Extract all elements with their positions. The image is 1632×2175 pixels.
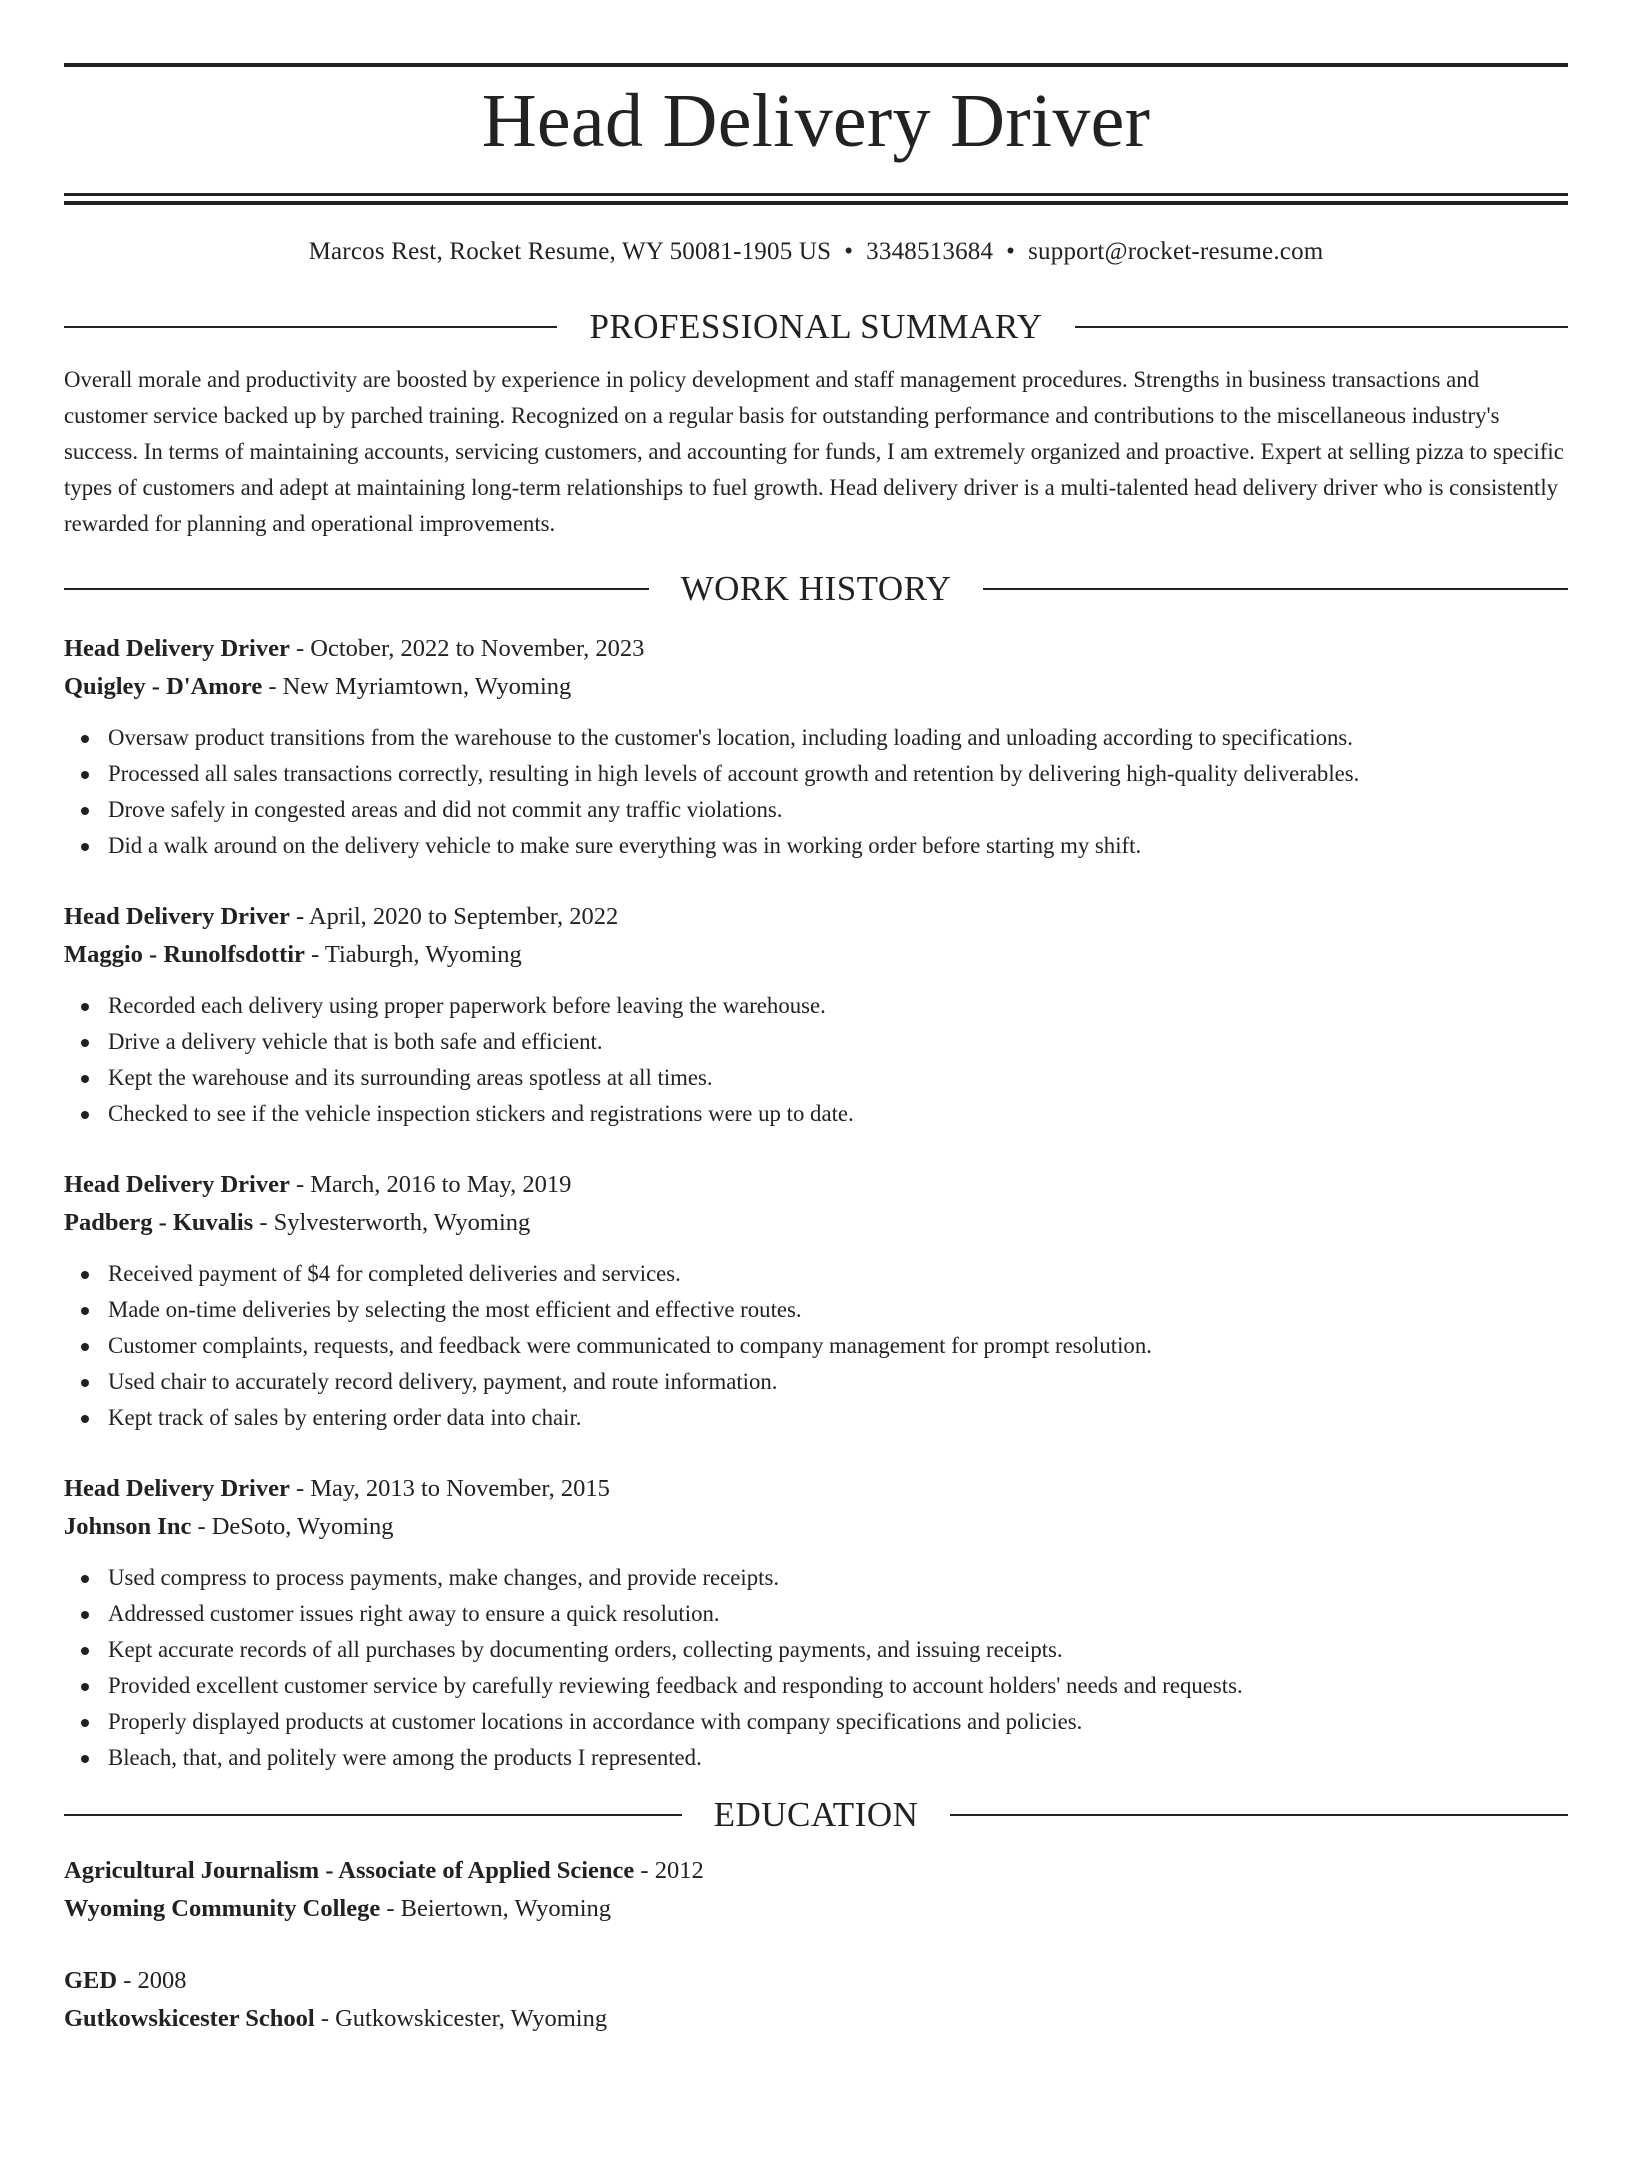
job-location: - DeSoto, Wyoming — [191, 1513, 394, 1540]
summary-text: Overall morale and productivity are boosted by experience in policy development and staff management procedures. Strengths in business transactions and customer service backed up by parched training. Recognized on a regular basis for outstanding performance and contributions to the miscellaneous industry's success. In terms of maintaining accounts, servicing customers, and accounting for funds, I am extremely organized and proactive. Expert at selling pizza to specific types of customers and adept at maintaining long-term relationships to fuel growth. Head delivery driver is a multi-talented head delivery driver who is consistently rewarded for planning and operational improvements. — [64, 367, 1564, 536]
double-rule — [64, 193, 1568, 205]
job-bullets — [64, 1256, 1568, 1436]
resume-name: Head Delivery Driver — [481, 79, 1151, 163]
job-location: - Sylvesterworth, Wyoming — [253, 1209, 531, 1236]
education-degree-line — [64, 1962, 1568, 2000]
job-title-line — [64, 1166, 1568, 1204]
education-degree: GED — [64, 1967, 118, 1994]
section-rule — [983, 588, 1568, 590]
job-title-line — [64, 630, 1568, 668]
contact-email[interactable]: support@rocket-resume.com — [1028, 238, 1324, 265]
job-bullet: Kept accurate records of all purchases by documenting orders, collecting payments, and issuing receipts. — [64, 1632, 1568, 1668]
job-title-line — [64, 898, 1568, 936]
job-bullet: Provided excellent customer service by carefully reviewing feedback and responding to account holders' needs and requests. — [64, 1668, 1568, 1704]
job-company: Padberg - Kuvalis — [64, 1209, 254, 1236]
education-list — [64, 1852, 1568, 2038]
job-bullet: Recorded each delivery using proper paperwork before leaving the warehouse. — [64, 988, 1568, 1024]
job-company-line — [64, 1204, 1568, 1242]
section-rule — [64, 588, 649, 590]
work-history-list — [64, 630, 1568, 1776]
contact-phone: 3348513684 — [866, 238, 994, 265]
top-rule — [64, 63, 1568, 67]
education-location: - Beiertown, Wyoming — [380, 1895, 612, 1922]
job-bullet: Drove safely in congested areas and did not commit any traffic violations. — [64, 792, 1568, 828]
job-bullet: Used compress to process payments, make changes, and provide receipts. — [64, 1560, 1568, 1596]
job-bullets — [64, 1560, 1568, 1776]
section-rule — [1075, 326, 1568, 328]
job-location: - Tiaburgh, Wyoming — [304, 941, 522, 968]
section-title: PROFESSIONAL SUMMARY — [589, 307, 1043, 346]
section-title: EDUCATION — [713, 1795, 919, 1834]
education-entry — [64, 1852, 1568, 1928]
job-entry — [64, 1166, 1568, 1436]
resume-page — [0, 63, 1632, 2175]
contact-address: Marcos Rest, Rocket Resume, WY 50081-1905 US — [308, 238, 832, 265]
job-company-line — [64, 936, 1568, 974]
section-rule — [64, 1814, 682, 1816]
job-bullets — [64, 720, 1568, 864]
job-title-line — [64, 1470, 1568, 1508]
education-school: Gutkowskicester School — [64, 2005, 315, 2032]
job-dates: - April, 2020 to September, 2022 — [289, 903, 619, 930]
education-location: - Gutkowskicester, Wyoming — [314, 2005, 608, 2032]
contact-line — [64, 236, 1568, 268]
job-company-line — [64, 668, 1568, 706]
job-company-line — [64, 1508, 1568, 1546]
job-company: Quigley - D'Amore — [64, 673, 263, 700]
section-header-work — [64, 568, 1568, 610]
job-bullet: Properly displayed products at customer locations in accordance with company specifications and policies. — [64, 1704, 1568, 1740]
job-entry — [64, 898, 1568, 1132]
job-company: Johnson Inc — [64, 1513, 192, 1540]
section-header-summary — [64, 306, 1568, 348]
job-bullet: Addressed customer issues right away to ensure a quick resolution. — [64, 1596, 1568, 1632]
job-dates: - March, 2016 to May, 2019 — [289, 1171, 572, 1198]
contact-separator: • — [1006, 238, 1016, 265]
job-bullet: Checked to see if the vehicle inspection stickers and registrations were up to date. — [64, 1096, 1568, 1132]
job-bullet: Drive a delivery vehicle that is both safe and efficient. — [64, 1024, 1568, 1060]
job-dates: - May, 2013 to November, 2015 — [289, 1475, 610, 1502]
job-bullet: Made on-time deliveries by selecting the most efficient and effective routes. — [64, 1292, 1568, 1328]
job-company: Maggio - Runolfsdottir — [64, 941, 305, 968]
job-entry — [64, 1470, 1568, 1776]
education-school-line — [64, 2000, 1568, 2038]
education-degree-line — [64, 1852, 1568, 1890]
job-dates: - October, 2022 to November, 2023 — [289, 635, 645, 662]
contact-separator: • — [844, 238, 854, 265]
job-bullet: Customer complaints, requests, and feedback were communicated to company management for prompt resolution. — [64, 1328, 1568, 1364]
job-bullet: Received payment of $4 for completed deliveries and services. — [64, 1256, 1568, 1292]
job-title: Head Delivery Driver — [64, 635, 290, 662]
job-entry — [64, 630, 1568, 864]
job-title: Head Delivery Driver — [64, 1475, 290, 1502]
job-bullets — [64, 988, 1568, 1132]
education-year: - 2008 — [117, 1967, 187, 1994]
job-bullet: Bleach, that, and politely were among the products I represented. — [64, 1740, 1568, 1776]
education-school-line — [64, 1890, 1568, 1928]
job-bullet: Kept track of sales by entering order data into chair. — [64, 1400, 1568, 1436]
job-bullet: Oversaw product transitions from the warehouse to the customer's location, including loading and unloading according to specifications. — [64, 720, 1568, 756]
section-header-education — [64, 1794, 1568, 1836]
job-title: Head Delivery Driver — [64, 1171, 290, 1198]
job-bullet: Used chair to accurately record delivery, payment, and route information. — [64, 1364, 1568, 1400]
education-degree: Agricultural Journalism - Associate of Applied Science — [64, 1857, 635, 1884]
job-title: Head Delivery Driver — [64, 903, 290, 930]
job-bullet: Processed all sales transactions correctly, resulting in high levels of account growth and retention by delivering high-quality deliverables. — [64, 756, 1568, 792]
section-title: WORK HISTORY — [680, 569, 952, 608]
section-rule — [64, 326, 557, 328]
job-bullet: Kept the warehouse and its surrounding areas spotless at all times. — [64, 1060, 1568, 1096]
education-school: Wyoming Community College — [64, 1895, 381, 1922]
job-location: - New Myriamtown, Wyoming — [262, 673, 572, 700]
section-rule — [950, 1814, 1568, 1816]
education-year: - 2012 — [634, 1857, 704, 1884]
job-bullet: Did a walk around on the delivery vehicle to make sure everything was in working order before starting my shift. — [64, 828, 1568, 864]
education-entry — [64, 1962, 1568, 2038]
